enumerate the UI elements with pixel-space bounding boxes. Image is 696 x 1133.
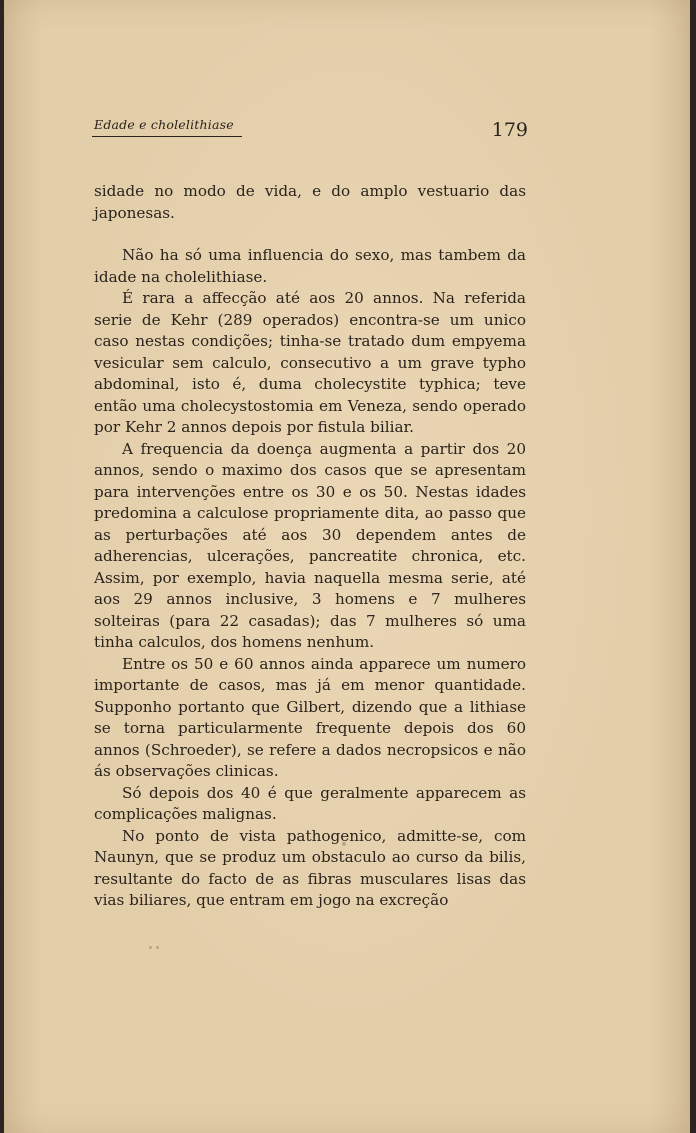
ink-speck bbox=[149, 946, 152, 949]
running-title: Edade e cholelithiase bbox=[94, 117, 234, 132]
body-text bbox=[94, 181, 526, 912]
paragraph: Entre os 50 e 60 annos ainda apparece um numero importante de casos, mas já em menor quantidade. Supponho portanto que Gilbert, dizendo que a lithiase se torna particularmente frequente depois dos 60 annos (Schroeder), se refere a dados necropsicos e não ás observações clinicas. bbox=[94, 654, 526, 780]
header-rule bbox=[92, 136, 242, 137]
ink-speck bbox=[156, 946, 159, 949]
paragraph: É rara a affecção até aos 20 annos. Na referida serie de Kehr (289 operados) encontra-se um unico caso nestas condições; tinha-se tratado dum empyema vesicular sem calculo, consecutivo a um grave typho abdominal, isto é, duma cholecystite typhica; teve então uma cholecystostomia em Veneza, sendo operado por Kehr 2 annos depois por fistula biliar. bbox=[94, 289, 526, 436]
paragraph: Não ha só uma influencia do sexo, mas tambem da idade na cholelithiase. bbox=[94, 246, 526, 286]
paragraph: No ponto de vista pathogenico, admitte-se, com Naunyn, que se produz um obstaculo ao curso da bilis, resultante do facto de as fibras musculares lisas das vias biliares, que entram em jogo na excreção bbox=[94, 826, 526, 909]
page-header bbox=[92, 117, 528, 147]
paragraph-continuation: sidade no modo de vida, e do amplo vestuario das japonesas. bbox=[94, 182, 526, 222]
paragraph: A frequencia da doença augmenta a partir dos 20 annos, sendo o maximo dos casos que se apresentam para intervenções entre os 30 e os 50. Nestas idades predomina a calculose propriamente dita, ao passo que as perturbações até aos 30 dependem antes de adherencias, ulcerações, pancreatite chronica, etc. Assim, por exemplo, havia naquella mesma serie, até aos 29 annos inclusive, 3 homens e 7 mulheres solteiras (para 22 casadas); das 7 mulheres só uma tinha calculos, dos homens nenhum. bbox=[94, 439, 526, 651]
page-number: 179 bbox=[491, 119, 528, 141]
paragraph: Só depois dos 40 é que geralmente apparecem as complicações malignas. bbox=[94, 783, 526, 823]
book-page bbox=[4, 0, 690, 1133]
ink-speck bbox=[342, 842, 346, 846]
